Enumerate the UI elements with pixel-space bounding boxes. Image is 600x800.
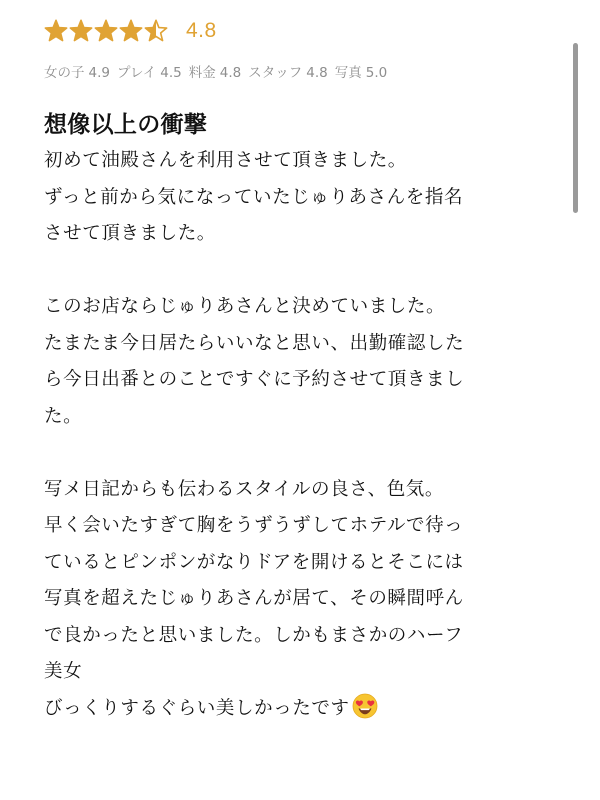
review-line: 美女 (44, 661, 83, 682)
star-half-icon (145, 20, 166, 40)
review-line-last: びっくりするぐらい美しかったです (44, 691, 559, 733)
review-line: で良かったと思いました。しかもまさかのハーフ (44, 624, 464, 646)
review-line: ているとピンポンがなりドアを開けるとそこには (44, 551, 464, 573)
heart-eyes-emoji (352, 693, 378, 733)
review-line: ら今日出番とのことですぐに予約させて頂きまし (44, 369, 465, 390)
star-full-icon (70, 20, 91, 40)
star-full-icon (95, 20, 116, 40)
scrollbar-thumb[interactable] (573, 43, 578, 213)
review-line: 写メ日記からも伝わるスタイルの良さ、色気。 (44, 478, 444, 500)
review-line: たまたま今日居たらいいなと思い、出勤確認した (44, 332, 465, 354)
rating-row (44, 15, 560, 47)
review-line: 写真を超えたじゅりあさんが居て、その瞬間呼ん (44, 588, 464, 609)
review-line: た。 (44, 405, 83, 427)
review-line: 初めて油殿さんを利用させて頂きました。 (44, 150, 407, 171)
review-title: 想像以上の衝撃 (44, 112, 208, 138)
subscore-staff: スタッフ 4.8 (248, 65, 328, 81)
review-line: このお店ならじゅりあさんと決めていました。 (44, 296, 446, 317)
subscore-girl: 女の子 4.9 (44, 65, 110, 81)
subscore-price: 料金 4.8 (188, 65, 242, 81)
overall-rating-value: 4.8 (186, 19, 217, 42)
subscore-photo: 写真 5.0 (334, 65, 388, 81)
review-line: させて頂きました。 (44, 223, 216, 244)
subscore-play: プレイ 4.5 (116, 65, 182, 81)
paragraph-gap (44, 253, 559, 290)
review-line: 早く会いたすぎて胸をうずうずしてホテルで待っ (44, 515, 464, 536)
review-line: ずっと前から気になっていたじゅりあさんを指名 (44, 186, 464, 208)
star-full-icon (120, 20, 141, 40)
subscore-row (44, 61, 560, 81)
review-body (44, 143, 559, 732)
paragraph-gap (44, 435, 559, 472)
star-full-icon (45, 20, 66, 40)
star-rating (44, 19, 170, 43)
scrollbar[interactable] (573, 40, 578, 800)
